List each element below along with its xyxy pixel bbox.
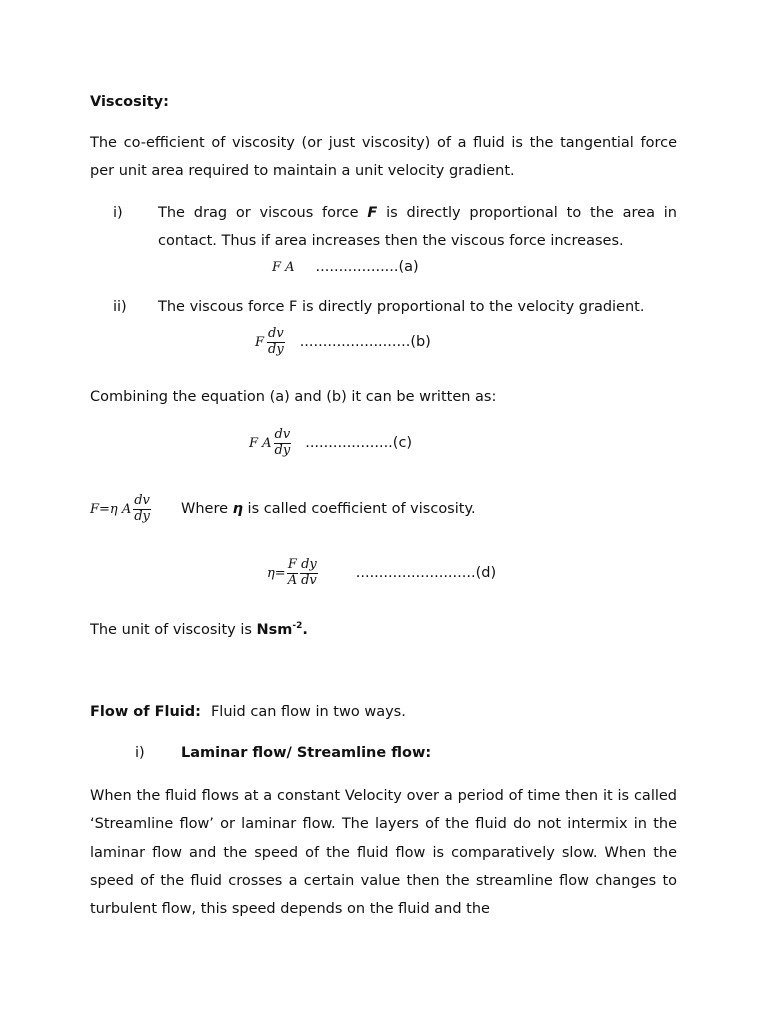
equation-b: F $\frac{dv}{dy}$ ........................(b) — [255, 326, 431, 357]
equation-c: F A $\frac{dv}{dy}$ ...................(c) — [249, 427, 413, 458]
subheading-laminar-flow: Laminar flow/ Streamline flow: — [181, 745, 432, 761]
viscosity-definition: The co-efficient of viscosity (or just viscosity) of a fluid is the tangential force per unit area required to maintain a unit velocity gradient. — [90, 135, 677, 180]
combining-text: Combining the equation (a) and (b) it can be written as: — [90, 389, 497, 405]
fraction-dv-dy: $\frac{dv}{dy}$ — [268, 326, 284, 357]
eta-symbol: η — [232, 501, 243, 517]
section-heading-flow: Flow of Fluid: — [90, 704, 201, 720]
equation-d-label: ..........................(d) — [355, 565, 497, 582]
equation-a: F A ..................(a) — [272, 259, 419, 275]
list-item-velocity-text: The viscous force F is directly proportional to the velocity gradient. — [158, 299, 645, 315]
equation-b-label: ........................(b) — [299, 334, 431, 351]
fraction-dv-dy: $\frac{dv}{dy}$ — [134, 493, 150, 524]
fraction-f-a: $\frac{F}{A}$ — [287, 557, 298, 588]
where-text: Where η is called coefficient of viscosity. — [181, 501, 476, 517]
force-symbol: F — [367, 205, 378, 221]
unit-value: Nsm — [256, 621, 293, 638]
section-heading-viscosity: Viscosity: — [90, 94, 169, 110]
equation-main: F=η A $\frac{dv}{dy}$ — [90, 493, 150, 524]
equation-c-label: ...................(c) — [305, 435, 413, 452]
equation-a-label: ..................(a) — [315, 259, 419, 275]
sub-marker-i: i) — [135, 745, 145, 761]
equation-d: η= $\frac{F}{A}$ $\frac{dy}{dv}$ ..........................(d) — [267, 557, 497, 588]
fraction-dv-dy: $\frac{dv}{dy}$ — [274, 427, 291, 458]
list-item-area-text: The drag or viscous force F is directly proportional to the area in contact. Thus if area increases then the viscous force increases. — [158, 205, 677, 250]
flow-heading-line: Flow of Fluid: Fluid can flow in two ways. — [90, 704, 406, 720]
list-marker-ii: ii) — [113, 299, 127, 315]
unit-text: The unit of viscosity is Nsm$^{-2}$. — [90, 621, 308, 638]
list-marker-i: i) — [113, 205, 123, 221]
laminar-flow-paragraph: When the fluid flows at a constant Velocity over a period of time then it is called ‘Streamline flow’ or laminar flow. The layers of the fluid do not intermix in the laminar flow and the speed of the fluid flow is comparatively slow. When the speed of the fluid crosses a certain value then the streamline flow changes to turbulent flow, this speed depends on the fluid and the — [90, 788, 677, 918]
fraction-dy-dv: $\frac{dy}{dv}$ — [301, 557, 317, 588]
